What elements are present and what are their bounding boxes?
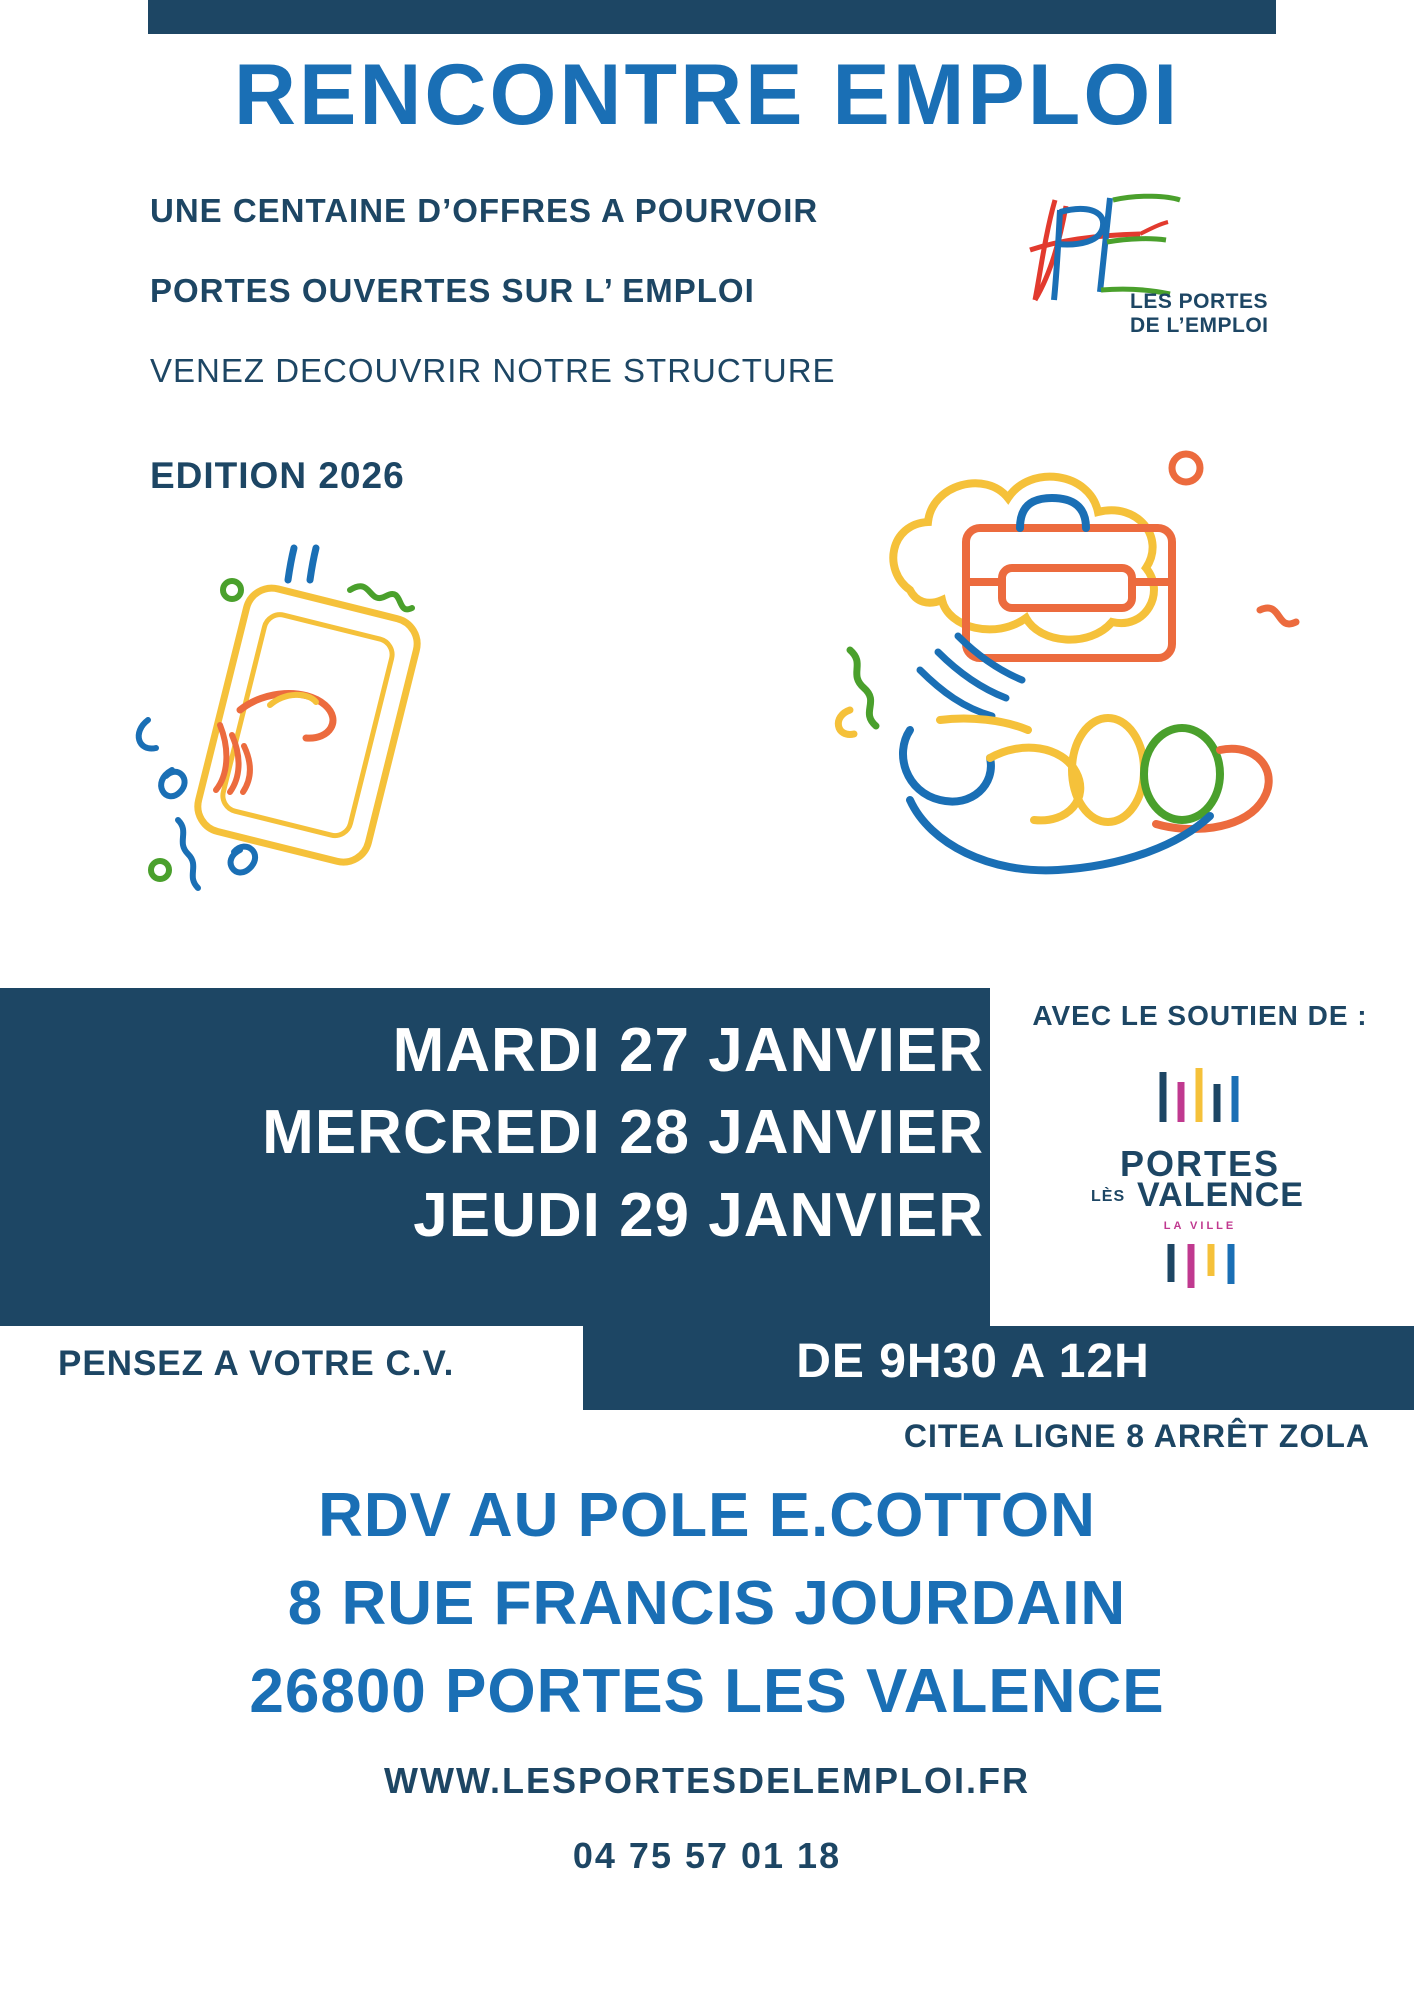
pde-logo <box>1000 180 1270 360</box>
briefcase-cloud-handshake-doodle-icon <box>790 420 1350 960</box>
dates-list <box>0 1010 990 1257</box>
page-title: RENCONTRE EMPLOI <box>233 47 1181 143</box>
pde-logo-line2: DE L’EMPLOI <box>1130 314 1269 338</box>
top-navy-bar <box>148 0 1276 34</box>
subtitle-discover: VENEZ DECOUVRIR NOTRE STRUCTURE <box>150 352 836 389</box>
plv-word-valence: VALENCE <box>1137 1176 1304 1214</box>
plv-word-portes: PORTES <box>1119 1143 1281 1184</box>
illustration-briefcase <box>790 420 1350 960</box>
hand-holding-smartphone-doodle-icon <box>120 520 540 940</box>
cv-note: PENSEZ A VOTRE C.V. <box>58 1344 455 1383</box>
pde-logo-line1: LES PORTES <box>1130 290 1269 313</box>
support-label: AVEC LE SOUTIEN DE : <box>1032 1000 1368 1031</box>
address-line-1: RDV AU POLE E.COTTON <box>318 1481 1096 1550</box>
date-item-2: MERCREDI 28 JANVIER <box>262 1098 984 1168</box>
pde-logo-text <box>1130 290 1269 338</box>
subtitle-offers: UNE CENTAINE D’OFFRES A POURVOIR <box>150 192 819 229</box>
address-line-2: 8 RUE FRANCIS JOURDAIN <box>287 1569 1127 1638</box>
website-link[interactable]: WWW.LESPORTESDELEMPLOI.FR <box>384 1760 1030 1801</box>
plv-logo <box>1075 1048 1325 1298</box>
hours-label: DE 9H30 A 12H <box>796 1335 1150 1388</box>
address-line-3: 26800 PORTES LES VALENCE <box>249 1657 1165 1726</box>
subtitle-open-doors: PORTES OUVERTES SUR L’ EMPLOI <box>150 272 755 309</box>
plv-word-les: LÈS <box>1091 1188 1126 1205</box>
phone-number[interactable]: 04 75 57 01 18 <box>572 1835 842 1876</box>
illustration-smartphone <box>120 520 540 940</box>
transport-info: CITEA LIGNE 8 ARRÊT ZOLA <box>903 1418 1370 1454</box>
date-item-1: MARDI 27 JANVIER <box>392 1016 984 1085</box>
edition-label: EDITION 2026 <box>150 455 405 496</box>
plv-tagline: LA VILLE <box>1163 1220 1237 1232</box>
date-item-3: JEUDI 29 JANVIER <box>413 1180 984 1250</box>
